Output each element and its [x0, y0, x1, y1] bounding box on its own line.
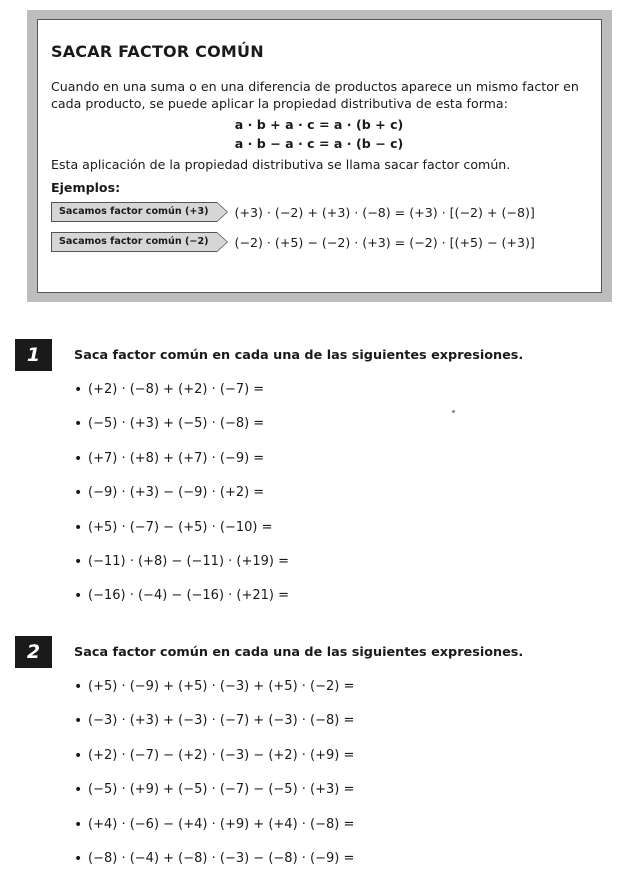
exercise-instruction: Saca factor común en cada una de las siguientes expresiones. [74, 348, 524, 363]
bullet-icon: • [74, 553, 83, 570]
theory-box [37, 19, 602, 293]
bullet-icon: • [74, 519, 83, 536]
example-expression: (−2) · (+5) − (−2) · (+3) = (−2) · [(+5) − (+3)] [234, 234, 535, 250]
formula-block [51, 115, 587, 153]
item-expression: (+7) · (+8) + (+7) · (−9) = [88, 450, 265, 466]
theory-box-frame [27, 10, 612, 302]
exercise-number: 1 [15, 339, 52, 371]
item-expression: (+2) · (−8) + (+2) · (−7) = [88, 382, 265, 397]
list-item [74, 587, 289, 621]
list-item [74, 850, 354, 884]
item-expression: (+5) · (−9) + (+5) · (−3) + (+5) · (−2) = [88, 679, 355, 694]
list-item [74, 712, 354, 746]
bullet-icon: • [74, 485, 83, 502]
exercise-number: 2 [15, 636, 52, 668]
bullet-icon: • [74, 747, 83, 764]
list-item [74, 747, 354, 781]
list-item [74, 678, 354, 712]
example-expression: (+3) · (−2) + (+3) · (−8) = (+3) · [(−2) + (−8)] [234, 204, 535, 220]
item-expression: (−16) · (−4) − (−16) · (+21) = [88, 588, 290, 604]
list-item [74, 415, 289, 449]
bullet-icon: • [74, 782, 83, 799]
item-expression: (−8) · (−4) + (−8) · (−3) − (−8) · (−9) = [88, 850, 355, 866]
exercise-item-list [74, 678, 354, 884]
theory-title: SACAR FACTOR COMÚN [51, 42, 264, 61]
list-item [74, 450, 289, 484]
formula-difference: a · b − a · c = a · (b − c) [234, 136, 404, 151]
theory-paragraph-1: Cuando en una suma o en una diferencia de productos aparece un mismo factor en cada producto, se puede aplicar la propiedad distributiva de esta forma: [51, 79, 579, 111]
item-expression: (−5) · (+3) + (−5) · (−8) = [88, 416, 265, 432]
stray-dot [452, 410, 455, 413]
bullet-icon: • [74, 816, 83, 833]
bullet-icon: • [74, 679, 83, 695]
item-expression: (−11) · (+8) − (−11) · (+19) = [88, 553, 290, 569]
list-item [74, 381, 289, 415]
item-expression: (−9) · (+3) − (−9) · (+2) = [88, 485, 265, 501]
examples-label: Ejemplos: [51, 180, 121, 195]
formula-sum: a · b + a · c = a · (b + c) [234, 117, 404, 132]
example-row [51, 200, 587, 224]
list-item [74, 484, 289, 518]
list-item [74, 553, 289, 587]
theory-paragraph-2: Esta aplicación de la propiedad distributiva se llama sacar factor común. [51, 157, 511, 172]
item-expression: (−5) · (+9) + (−5) · (−7) − (−5) · (+3) = [88, 782, 355, 798]
exercise-instruction: Saca factor común en cada una de las siguientes expresiones. [74, 645, 524, 660]
item-expression: (−3) · (+3) + (−3) · (−7) + (−3) · (−8) = [88, 713, 355, 729]
item-expression: (+2) · (−7) − (+2) · (−3) − (+2) · (+9) = [88, 747, 355, 763]
bullet-icon: • [74, 850, 83, 867]
list-item [74, 781, 354, 815]
list-item [74, 816, 354, 850]
bullet-icon: • [74, 416, 83, 433]
item-expression: (+5) · (−7) − (+5) · (−10) = [88, 519, 273, 535]
exercise-item-list [74, 381, 289, 622]
bullet-icon: • [74, 450, 83, 467]
bullet-icon: • [74, 588, 83, 605]
example-tag: Sacamos factor común (−2) [51, 232, 217, 252]
bullet-icon: • [74, 382, 83, 398]
example-tag: Sacamos factor común (+3) [51, 202, 217, 222]
bullet-icon: • [74, 713, 83, 730]
item-expression: (+4) · (−6) − (+4) · (+9) + (+4) · (−8) = [88, 816, 355, 832]
example-row [51, 230, 587, 254]
list-item [74, 519, 289, 553]
